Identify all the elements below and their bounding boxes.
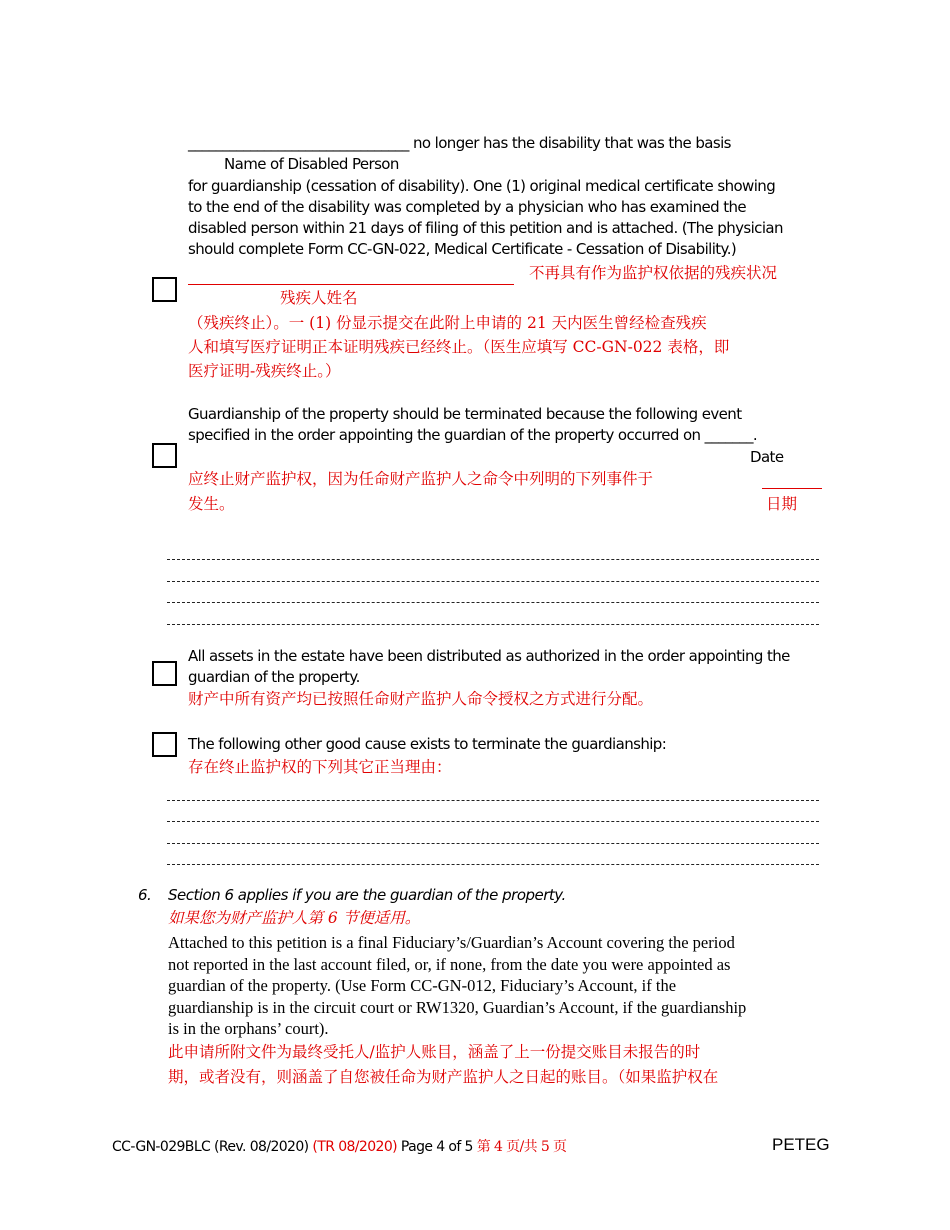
zh-event-line-2: 发生。	[188, 495, 235, 513]
zh-section-6-body-line: 期，或者没有，则涵盖了自您被任命为财产监护人之日起的账目。（如果监护权在	[168, 1068, 719, 1086]
other-cause-line-blank[interactable]	[167, 864, 819, 865]
cessation-body-line: should complete Form CC-GN-022, Medical Certificate - Cessation of Disability.)	[188, 240, 737, 258]
other-cause-line-blank[interactable]	[167, 800, 819, 801]
section-6-body-line: not reported in the last account filed, or, if none, from the date you were appointed as	[168, 954, 731, 974]
assets-line: guardian of the property.	[188, 668, 360, 686]
event-description-line[interactable]	[167, 602, 819, 603]
other-cause-line-blank[interactable]	[167, 821, 819, 822]
section-6-body-line: guardian of the property. (Use Form CC-GN-012, Fiduciary’s Account, if the	[168, 976, 677, 995]
event-checkbox[interactable]	[152, 443, 177, 468]
zh-cessation-body-line: （残疾终止）。一 (1) 份显示提交在此附上申请的 21 天内医生曾经检查残疾	[188, 314, 707, 332]
assets-text	[188, 646, 790, 688]
zh-event-date-label: 日期	[766, 495, 798, 513]
event-line: specified in the order appointing the guardian of the property occurred on _______.	[188, 426, 758, 444]
zh-cessation-body-line: 人和填写医疗证明正本证明残疾已经终止。（医生应填写 CC-GN-022 表格，即	[188, 338, 730, 356]
cessation-line-1	[188, 133, 731, 154]
zh-footer-page-number: 第 4 页/共 5 页	[476, 1139, 567, 1155]
assets-checkbox[interactable]	[152, 661, 177, 686]
cessation-body-line: to the end of the disability was completed by a physician who has examined the	[188, 198, 747, 216]
other-cause-checkbox[interactable]	[152, 732, 177, 757]
event-description-line[interactable]	[167, 559, 819, 560]
zh-event-date-blank[interactable]	[762, 472, 822, 489]
zh-cessation-body-line: 医疗证明-残疾终止。）	[188, 362, 341, 380]
event-description-line[interactable]	[167, 581, 819, 582]
footer-form-info	[112, 1136, 566, 1156]
zh-section-6-body-line: 此申请所附文件为最终受托人/监护人账目，涵盖了上一份提交账目未报告的时	[168, 1043, 701, 1061]
cessation-body-line: disabled person within 21 days of filing of this petition and is attached. (The physician	[188, 219, 783, 237]
assets-line: All assets in the estate have been distributed as authorized in the order appointing the	[188, 647, 790, 665]
zh-event-line-1: 应终止财产监护权，因为任命财产监护人之命令中列明的下列事件于	[188, 470, 654, 488]
footer-form-code: PETEG	[772, 1135, 830, 1154]
footer-page-number: Page 4 of 5	[400, 1139, 473, 1155]
event-description-line[interactable]	[167, 624, 819, 625]
cessation-body-line: for guardianship (cessation of disability). One (1) original medical certificate showing	[188, 177, 776, 195]
event-date-label: Date	[750, 448, 784, 466]
footer-translation-revision: (TR 08/2020)	[312, 1139, 398, 1155]
zh-section-6-heading: 如果您为财产监护人第 6 节便适用。	[168, 909, 421, 927]
cessation-body	[188, 176, 783, 260]
footer-form-id: CC-GN-029BLC (Rev. 08/2020)	[112, 1139, 309, 1155]
cessation-line-1-text: no longer has the disability that was the basis	[412, 134, 731, 152]
section-6-number: 6.	[138, 886, 152, 904]
zh-other-cause-line: 存在终止监护权的下列其它正当理由：	[188, 758, 452, 776]
cessation-checkbox[interactable]	[152, 277, 177, 302]
section-6-body	[168, 932, 746, 1040]
zh-disabled-person-name-blank[interactable]	[188, 267, 514, 285]
section-6-body-line: is in the orphans’ court).	[168, 1019, 329, 1038]
zh-cessation-line-1: 不再具有作为监护权依据的残疾状况	[529, 264, 778, 282]
other-cause-line: The following other good cause exists to terminate the guardianship:	[188, 735, 667, 753]
name-of-disabled-person-label: Name of Disabled Person	[224, 155, 399, 173]
section-6-body-line: guardianship is in the circuit court or RW1320, Guardian’s Account, if the guardianship	[168, 997, 747, 1017]
zh-assets-line: 财产中所有资产均已按照任命财产监护人命令授权之方式进行分配。	[188, 690, 654, 708]
other-cause-line-blank[interactable]	[167, 843, 819, 844]
section-6-body-line: Attached to this petition is a final Fiduciary’s/Guardian’s Account covering the period	[168, 933, 735, 952]
section-6-heading: Section 6 applies if you are the guardian of the property.	[168, 886, 566, 904]
event-line: Guardianship of the property should be terminated because the following event	[188, 405, 742, 423]
zh-cessation-body	[188, 312, 729, 384]
event-text	[188, 404, 757, 446]
disabled-person-name-blank[interactable]: ________________________________	[188, 134, 409, 152]
zh-section-6-body	[168, 1040, 718, 1090]
zh-name-of-disabled-person-label: 残疾人姓名	[280, 289, 358, 307]
